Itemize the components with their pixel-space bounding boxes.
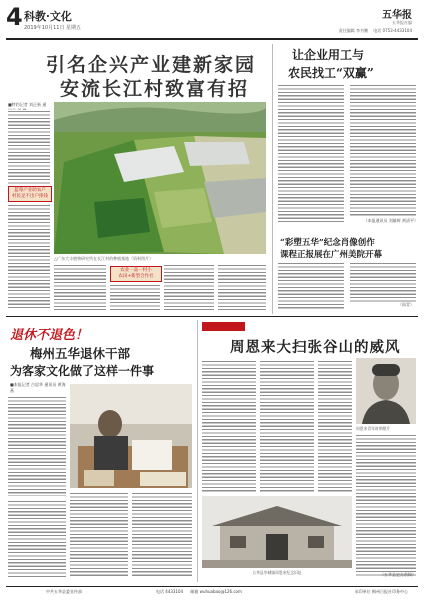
main-col-4 bbox=[164, 264, 214, 310]
zhou-col-4 bbox=[356, 434, 416, 576]
subhead-box-1 bbox=[8, 186, 52, 202]
main-photo bbox=[54, 102, 266, 254]
subhead-2b: 农田+新型合作社 bbox=[118, 274, 154, 279]
column-divider bbox=[272, 44, 273, 314]
portrait-caption: 周恩来青年时期照片 bbox=[356, 426, 391, 431]
farm-aerial-photo bbox=[54, 102, 266, 254]
main-byline: ■特约记者 刘正新 通 bbox=[8, 102, 47, 107]
retire-photo bbox=[70, 384, 192, 488]
paper-name: 五华报 bbox=[382, 10, 412, 21]
footer-phone-block bbox=[156, 589, 242, 595]
main-col-3 bbox=[110, 284, 160, 310]
main-headline-1: 引名企兴产业建新家园 bbox=[46, 54, 257, 76]
building-photo bbox=[202, 496, 352, 568]
section-name: 科教·文化 bbox=[24, 10, 72, 23]
mid-rule bbox=[6, 316, 418, 317]
page-footer bbox=[6, 589, 418, 597]
zhou-col-3 bbox=[318, 360, 352, 492]
footer-rule bbox=[6, 586, 418, 587]
retire-byline: ■本报记者 古思华 通讯员 黄海燕 bbox=[10, 382, 66, 393]
footer-phone-label: 电话 bbox=[156, 589, 164, 594]
article-main bbox=[6, 44, 268, 314]
header-rule bbox=[6, 38, 418, 40]
zhou-headline: 周恩来大扫张谷山的威风 bbox=[230, 339, 401, 356]
footer-phone: 4433104 bbox=[165, 589, 184, 594]
main-col-5 bbox=[218, 264, 266, 310]
retire-col-1b bbox=[8, 500, 66, 578]
page-header bbox=[6, 4, 418, 38]
writer-photo bbox=[70, 384, 192, 488]
zhou-col-1 bbox=[202, 360, 256, 492]
phone: 电话 0753-4433104 bbox=[373, 28, 412, 33]
footer-right: 承印单位 梅州日报社印务中心 bbox=[354, 589, 408, 594]
column-tag bbox=[202, 322, 245, 339]
main-col-1 bbox=[8, 110, 50, 184]
right-byline: （本报通讯员 刘雄辉 黄清平） bbox=[363, 218, 418, 223]
retire-kicker: 退休不退色！ bbox=[10, 328, 89, 343]
main-col-1b bbox=[8, 204, 50, 310]
page-number: 4 bbox=[6, 3, 23, 31]
article-retire bbox=[6, 320, 194, 582]
exhibit-col-2 bbox=[350, 262, 416, 302]
right-headline-1: 让企业用工与 bbox=[292, 48, 365, 62]
zhou-building-photo bbox=[202, 496, 352, 568]
zhou-portrait bbox=[356, 358, 416, 424]
exhibit-headline-2: 课程正报展在广州美院开幕 bbox=[280, 250, 383, 260]
subhead-box-2 bbox=[110, 266, 162, 282]
editor: 责任编辑 李书鹏 bbox=[338, 28, 368, 33]
article-zhou bbox=[202, 320, 418, 582]
subhead-1b: 村民足不出户挣钱 bbox=[12, 194, 48, 199]
building-caption: 五华县华城镇周恩来纪念旧址 bbox=[252, 570, 302, 575]
right-col-2 bbox=[350, 84, 416, 216]
right-col-1 bbox=[278, 84, 344, 224]
retire-headline-2: 为客家文化做了这样一件事 bbox=[10, 364, 155, 378]
footer-left: 中共五华县委宣传部 bbox=[46, 589, 82, 594]
photo-caption: △广东大丰植物研究所在长江村的种植基地（资料图片） bbox=[54, 256, 154, 261]
retire-col-3 bbox=[132, 492, 192, 578]
footer-email-label: 邮箱 bbox=[190, 589, 199, 594]
right-headline-2: 农民找工“双赢” bbox=[288, 66, 374, 80]
subhead-2: 农业一品一村小 bbox=[120, 268, 152, 273]
retire-col-2 bbox=[70, 492, 128, 578]
article-exhibit bbox=[278, 232, 418, 314]
footer-email: wuhuabao@126.com bbox=[199, 589, 242, 594]
main-col-2 bbox=[54, 264, 106, 310]
exhibit-byline: （雨青） bbox=[398, 302, 414, 307]
exhibit-col-1 bbox=[278, 262, 344, 310]
retire-headline-1: 梅州五华退休干部 bbox=[30, 346, 131, 361]
main-headline-2: 安流长江村致富有招 bbox=[60, 78, 250, 100]
zhou-col-2 bbox=[260, 360, 314, 492]
exhibit-headline-1: “彩塑五华”纪念肖像创作 bbox=[280, 238, 375, 248]
paper-sub: 五华报社编 bbox=[392, 20, 412, 25]
article-right bbox=[278, 44, 418, 229]
issue-date: 2019年10月11日 星期五 bbox=[24, 25, 82, 31]
portrait-photo bbox=[356, 358, 416, 424]
editor-line bbox=[339, 28, 412, 34]
zhou-credit: （五华县史办供稿） bbox=[380, 572, 416, 577]
subhead-1: 蓝莓产业助农户 bbox=[14, 188, 46, 193]
column-tag-label: 红色足迹“抢救” bbox=[206, 333, 242, 339]
column-divider-2 bbox=[197, 320, 198, 582]
retire-col-1 bbox=[8, 396, 66, 496]
